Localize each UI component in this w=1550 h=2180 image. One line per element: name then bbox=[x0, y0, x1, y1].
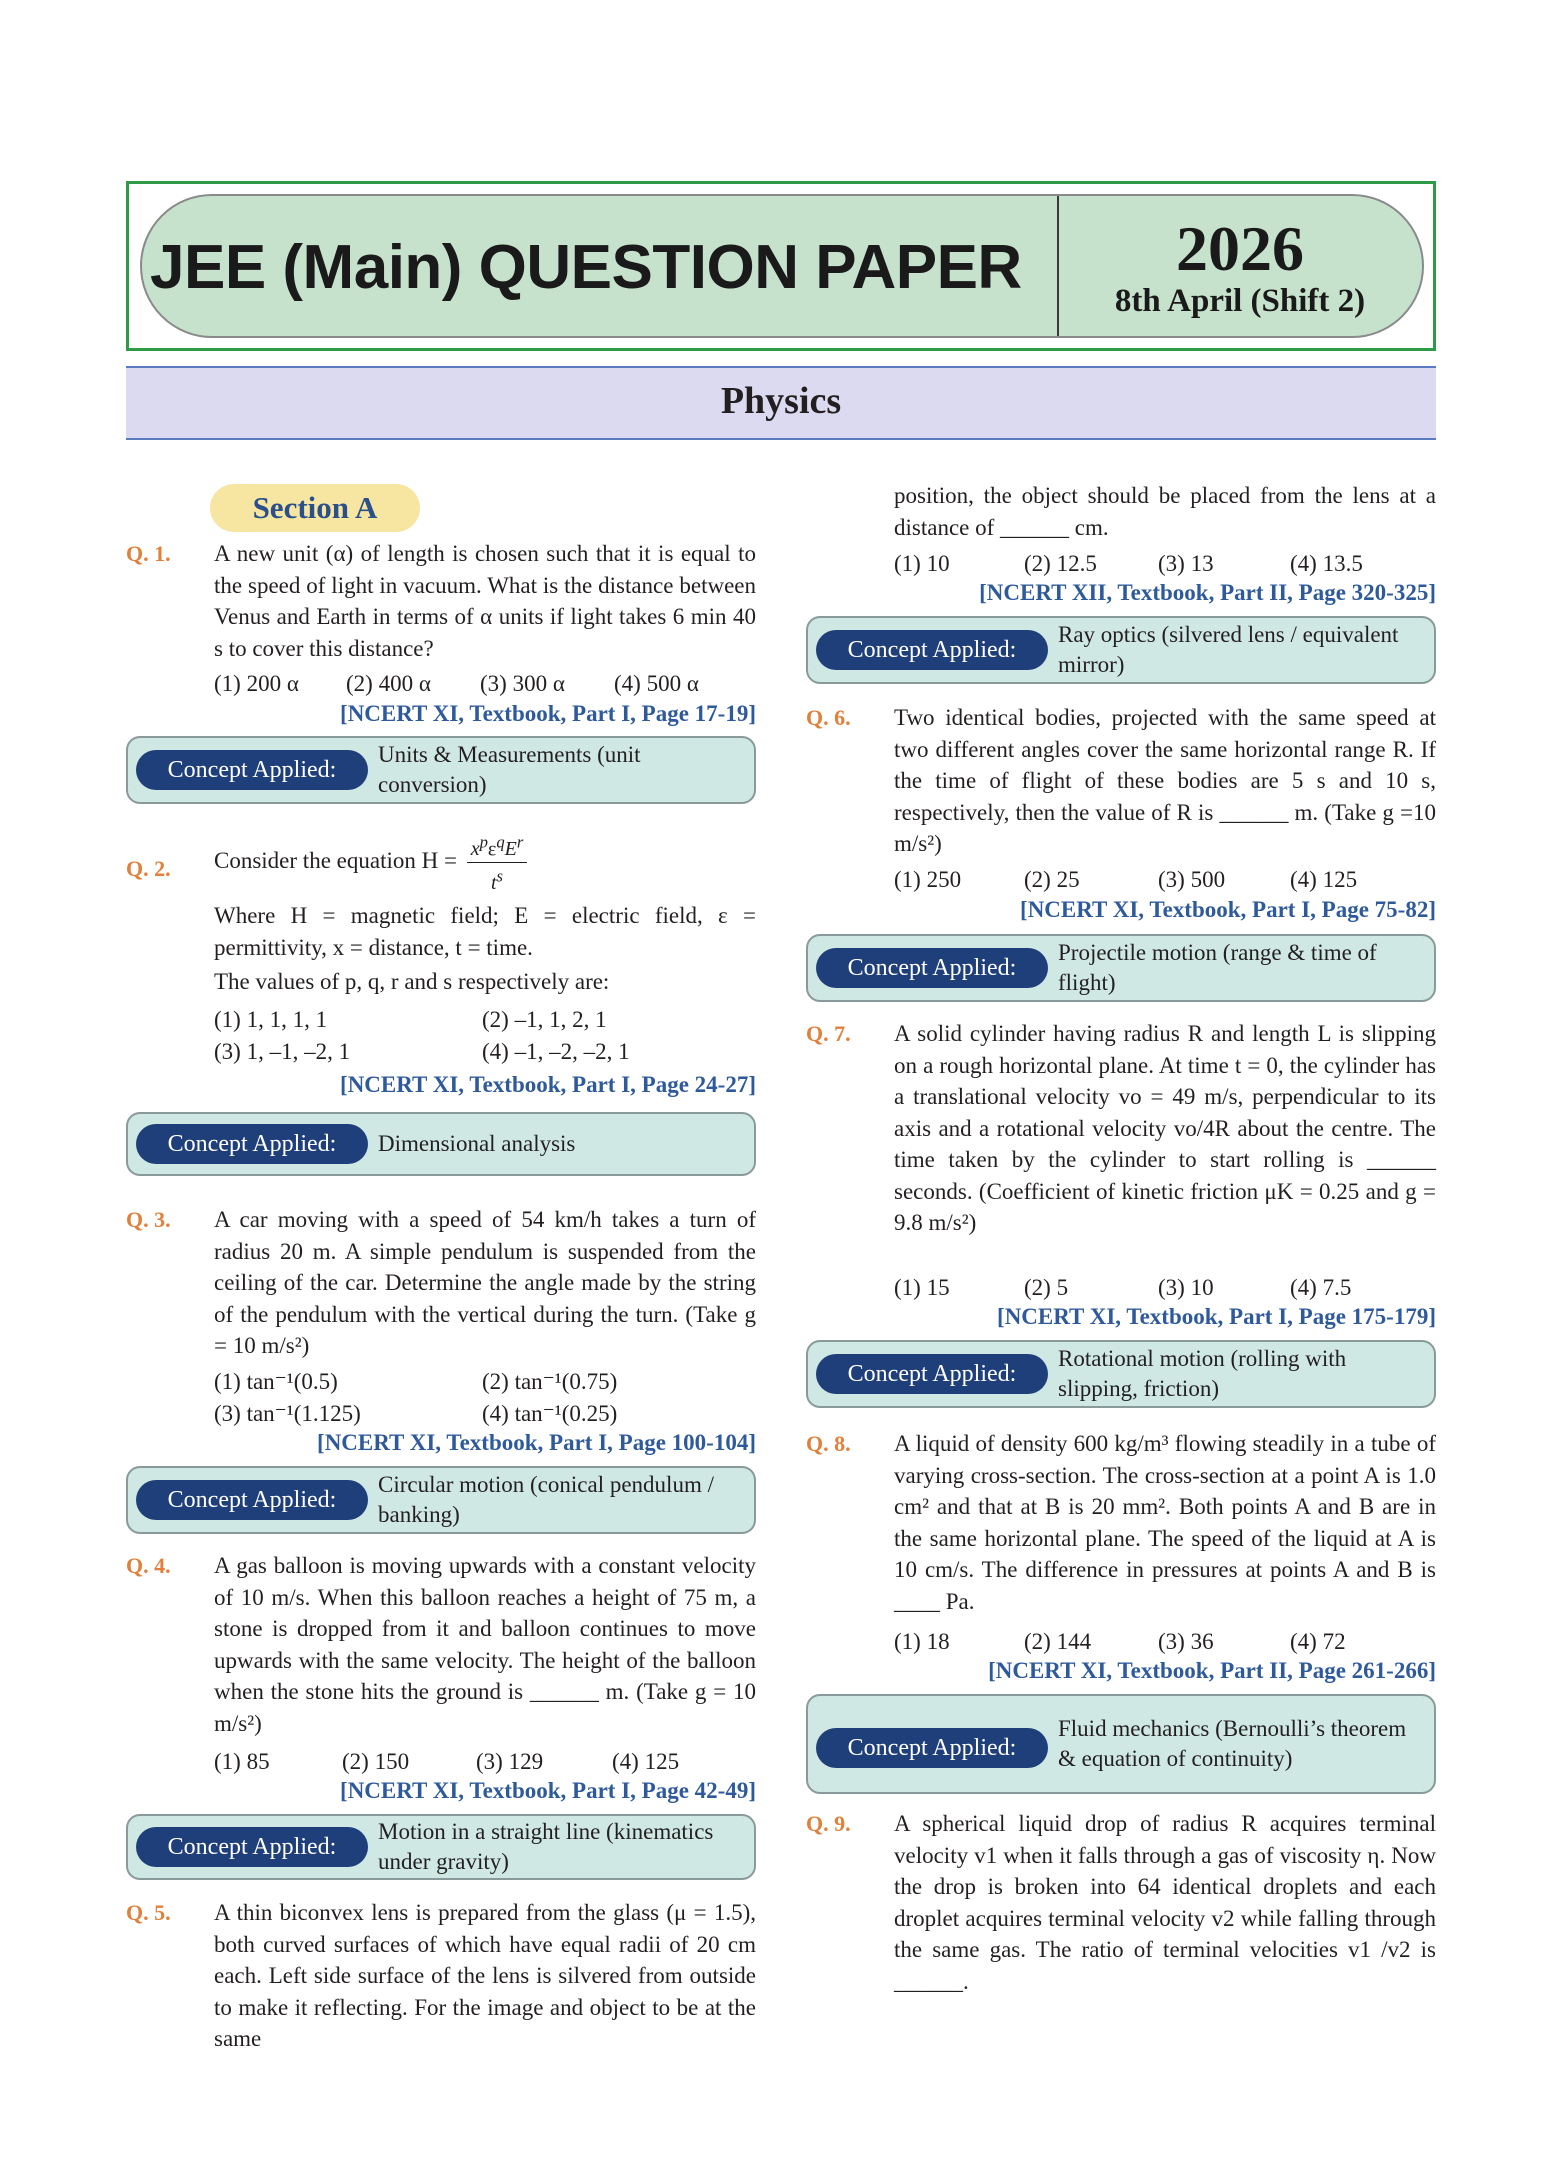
concept-label: Concept Applied: bbox=[136, 1124, 368, 1164]
option-3: (3) tan⁻¹(1.125) bbox=[214, 1401, 361, 1426]
paper-date: 8th April (Shift 2) bbox=[1114, 283, 1366, 319]
question-text: A spherical liquid drop of radius R acquires terminal velocity v1 when it falls through a gas of viscosity η. Now the drop is broken into 64 identical droplets and each droplet acquires terminal velocity v2 while falling through the same gas. The ratio of terminal velocities v1 /v2 is ______. bbox=[894, 1811, 1436, 1994]
option-4: (4) 500 α bbox=[614, 671, 699, 696]
question-text-continued: position, the object should be placed from the lens at a distance of ______ cm. bbox=[894, 483, 1436, 540]
option-3: (3) 1, –1, –2, 1 bbox=[214, 1039, 351, 1064]
option-1: (1) tan⁻¹(0.5) bbox=[214, 1369, 338, 1394]
option-1: (1) 85 bbox=[214, 1749, 270, 1774]
concept-label: Concept Applied: bbox=[816, 1354, 1048, 1394]
concept-label: Concept Applied: bbox=[816, 948, 1048, 988]
option-2: (2) tan⁻¹(0.75) bbox=[482, 1369, 618, 1394]
option-4: (4) tan⁻¹(0.25) bbox=[482, 1401, 618, 1426]
question-6 bbox=[806, 702, 1436, 1002]
option-4: (4) 125 bbox=[612, 1749, 680, 1774]
question-1 bbox=[126, 538, 756, 838]
question-9 bbox=[806, 1808, 1436, 2038]
question-7 bbox=[806, 1018, 1436, 1418]
option-3: (3) 500 bbox=[1158, 867, 1226, 892]
fraction-denominator: $t^s$ bbox=[490, 866, 504, 894]
option-1: (1) 200 α bbox=[214, 671, 299, 696]
option-1: (1) 15 bbox=[894, 1275, 950, 1300]
concept-text: Circular motion (conical pendulum / banking) bbox=[378, 1472, 714, 1527]
ncert-reference: [NCERT XI, Textbook, Part I, Page 75-82] bbox=[1020, 897, 1436, 922]
option-3: (3) 13 bbox=[1158, 551, 1214, 576]
concept-box bbox=[806, 1340, 1436, 1408]
question-number: Q. 2. bbox=[126, 856, 171, 881]
question-text: A new unit (α) of length is chosen such that it is equal to the speed of light in vacuum. What is the distance between Venus and Earth in terms of α units if light takes 6 min 40 s to cover this distance? bbox=[214, 541, 756, 661]
question-text: A gas balloon is moving upwards with a constant velocity of 10 m/s. When this balloon reaches a height of 75 m, a stone is dropped from it and balloon continues to move upwards with the same velocity. The height of the balloon when the stone hits the ground is ______ m. (Take g = 10 m/s²) bbox=[214, 1553, 756, 1736]
question-number: Q. 8. bbox=[806, 1431, 851, 1456]
option-2: (2) 25 bbox=[1024, 867, 1080, 892]
question-3 bbox=[126, 1204, 756, 1534]
concept-box bbox=[126, 1466, 756, 1534]
ncert-reference: [NCERT XI, Textbook, Part I, Page 17-19] bbox=[340, 701, 756, 726]
concept-label: Concept Applied: bbox=[136, 1480, 368, 1520]
question-text: A car moving with a speed of 54 km/h takes a turn of radius 20 m. A simple pendulum is suspended from the ceiling of the car. Determine the angle made by the string of the pendulum with the vertical during the turn. (Take g = 10 m/s²) bbox=[214, 1207, 756, 1358]
paper-title: JEE (Main) QUESTION PAPER bbox=[150, 233, 1022, 302]
question-number: Q. 6. bbox=[806, 705, 851, 730]
concept-text: Units & Measurements (unit conversion) bbox=[378, 742, 641, 797]
subject-title: Physics bbox=[720, 380, 842, 422]
option-2: (2) –1, 1, 2, 1 bbox=[482, 1007, 607, 1032]
question-8 bbox=[806, 1428, 1436, 1798]
question-5 bbox=[126, 1897, 756, 2057]
concept-text: Fluid mechanics (Bernoulli’s theorem & equation of continuity) bbox=[1058, 1716, 1407, 1771]
question-prompt: The values of p, q, r and s respectively are: bbox=[214, 969, 610, 994]
concept-text: Projectile motion (range & time of flight) bbox=[1058, 940, 1377, 995]
question-text: A liquid of density 600 kg/m³ flowing steadily in a tube of varying cross-section. The cross-section at a point A is 1.0 cm² and that at B is 20 mm². Both points A and B are in the same horizontal plane. The speed of the liquid at A is 10 cm/s. The difference in pressures at points A and B is ____ Pa. bbox=[894, 1431, 1436, 1614]
option-4: (4) 13.5 bbox=[1290, 551, 1363, 576]
concept-label: Concept Applied: bbox=[136, 750, 368, 790]
option-2: (2) 12.5 bbox=[1024, 551, 1097, 576]
option-3: (3) 300 α bbox=[480, 671, 565, 696]
ncert-reference: [NCERT XI, Textbook, Part I, Page 175-179] bbox=[997, 1304, 1436, 1329]
question-number: Q. 4. bbox=[126, 1553, 171, 1578]
concept-label: Concept Applied: bbox=[816, 1728, 1048, 1768]
ncert-reference: [NCERT XI, Textbook, Part I, Page 24-27] bbox=[340, 1072, 756, 1097]
equation-fraction bbox=[467, 830, 528, 896]
option-2: (2) 144 bbox=[1024, 1629, 1092, 1654]
concept-box bbox=[806, 616, 1436, 684]
option-4: (4) 7.5 bbox=[1290, 1275, 1352, 1300]
option-2: (2) 400 α bbox=[346, 671, 431, 696]
question-4 bbox=[126, 1550, 756, 1880]
option-4: (4) –1, –2, –2, 1 bbox=[482, 1039, 630, 1064]
question-text: Where H = magnetic field; E = electric field, ε = permittivity, x = distance, t = time. bbox=[214, 903, 756, 960]
question-number: Q. 5. bbox=[126, 1900, 171, 1925]
ncert-reference: [NCERT XI, Textbook, Part I, Page 42-49] bbox=[340, 1778, 756, 1803]
section-label: Section A bbox=[210, 484, 420, 532]
concept-label: Concept Applied: bbox=[816, 630, 1048, 670]
question-5-continued bbox=[806, 480, 1436, 710]
concept-label: Concept Applied: bbox=[136, 1827, 368, 1867]
option-4: (4) 125 bbox=[1290, 867, 1358, 892]
subject-rule-bottom bbox=[126, 438, 1436, 440]
option-4: (4) 72 bbox=[1290, 1629, 1346, 1654]
header-divider bbox=[1057, 196, 1059, 336]
option-2: (2) 150 bbox=[342, 1749, 410, 1774]
concept-text: Rotational motion (rolling with slipping, friction) bbox=[1058, 1346, 1347, 1401]
question-number: Q. 3. bbox=[126, 1207, 171, 1232]
concept-box bbox=[806, 1694, 1436, 1794]
option-1: (1) 250 bbox=[894, 867, 962, 892]
ncert-reference: [NCERT XI, Textbook, Part II, Page 261-266] bbox=[988, 1658, 1436, 1683]
concept-text: Dimensional analysis bbox=[378, 1131, 576, 1156]
paper-year: 2026 bbox=[1176, 213, 1304, 284]
concept-box bbox=[806, 934, 1436, 1002]
concept-box bbox=[126, 1112, 756, 1176]
question-2 bbox=[126, 826, 756, 1176]
option-3: (3) 129 bbox=[476, 1749, 544, 1774]
option-1: (1) 10 bbox=[894, 551, 950, 576]
concept-box bbox=[126, 1814, 756, 1880]
question-number: Q. 1. bbox=[126, 541, 171, 566]
option-1: (1) 18 bbox=[894, 1629, 950, 1654]
question-number: Q. 9. bbox=[806, 1811, 851, 1836]
question-text: A solid cylinder having radius R and length L is slipping on a rough horizontal plane. At time t = 0, the cylinder has a translational velocity vo = 49 m/s, perpendicular to its axis and a rotational velocity vo/4R about the centre. The time taken by the cylinder to start rolling is ______ seconds. (Coefficient of kinetic friction μK = 0.25 and g = 9.8 m/s²) bbox=[894, 1021, 1436, 1235]
question-text: A thin biconvex lens is prepared from the glass (μ = 1.5), both curved surfaces of which have equal radii of 20 cm each. Left side surface of the lens is silvered from outside to make it reflecting. For the image and object to be at the same bbox=[214, 1900, 756, 2051]
fraction-numerator: $x^p\varepsilon^qE^r$ bbox=[467, 830, 528, 864]
option-1: (1) 1, 1, 1, 1 bbox=[214, 1007, 328, 1032]
ncert-reference: [NCERT XI, Textbook, Part I, Page 100-104] bbox=[317, 1430, 756, 1455]
option-2: (2) 5 bbox=[1024, 1275, 1069, 1300]
question-number: Q. 7. bbox=[806, 1021, 851, 1046]
concept-box bbox=[126, 736, 756, 804]
concept-text: Motion in a straight line (kinematics under gravity) bbox=[378, 1819, 714, 1874]
concept-text: Ray optics (silvered lens / equivalent mirror) bbox=[1058, 622, 1399, 677]
equation-lead: Consider the equation H = bbox=[214, 848, 457, 873]
option-3: (3) 36 bbox=[1158, 1629, 1214, 1654]
question-equation bbox=[214, 826, 756, 896]
ncert-reference: [NCERT XII, Textbook, Part II, Page 320-325] bbox=[979, 580, 1436, 605]
question-text: Two identical bodies, projected with the same speed at two different angles cover the same horizontal range R. If the time of flight of these bodies are 5 s and 10 s, respectively, then the value of R is ______ m. (Take g =10 m/s²) bbox=[894, 705, 1436, 856]
option-3: (3) 10 bbox=[1158, 1275, 1214, 1300]
